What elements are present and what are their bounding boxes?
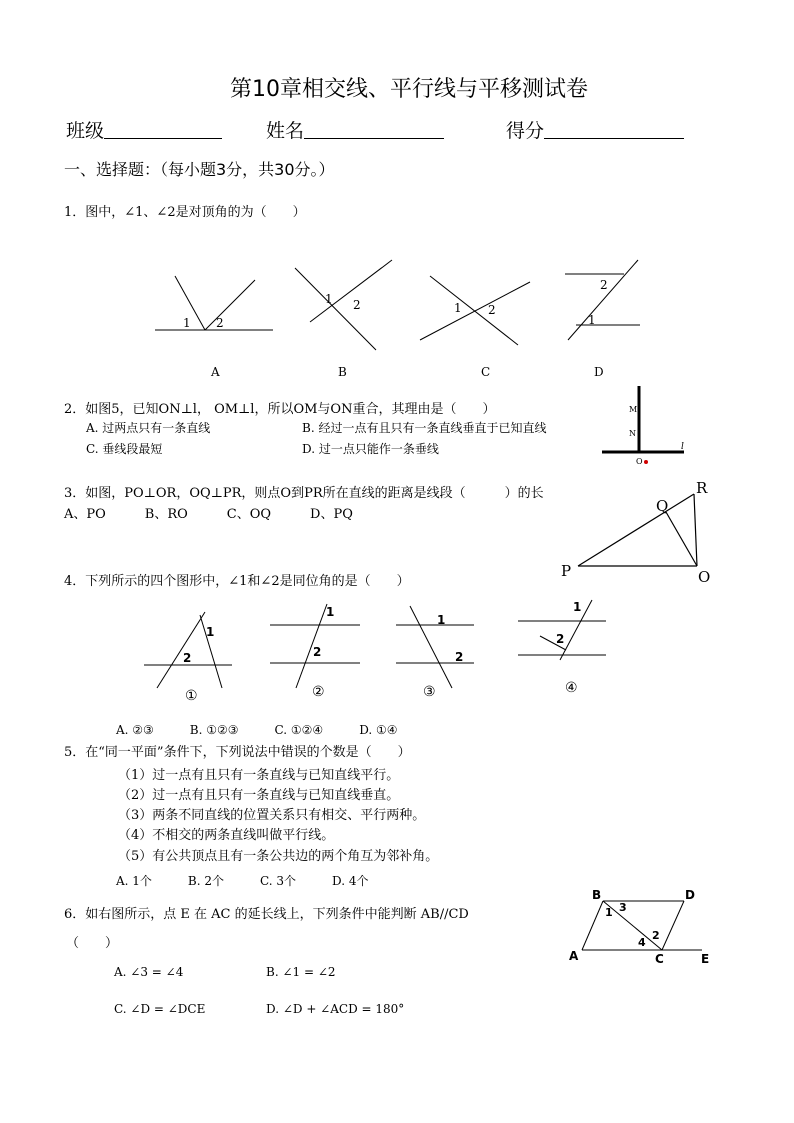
svg-text:Q: Q bbox=[656, 497, 669, 515]
q6-option-a[interactable]: A. ∠3 = ∠4 bbox=[114, 965, 184, 979]
q1-d-angle-2: 2 bbox=[600, 278, 608, 292]
svg-text:C: C bbox=[655, 952, 664, 966]
q1-stem: 1．图中，∠1、∠2是对顶角的为（ ） bbox=[64, 205, 306, 220]
svg-text:1: 1 bbox=[437, 613, 446, 627]
q4-label-3: ③ bbox=[423, 684, 436, 700]
svg-text:B: B bbox=[592, 888, 602, 902]
svg-text:N: N bbox=[629, 429, 636, 438]
q6-option-d[interactable]: D. ∠D + ∠ACD = 180° bbox=[266, 1002, 405, 1016]
q5-item-4: （4）不相交的两条直线叫做平行线。 bbox=[118, 828, 335, 843]
q1-a-angle-1: 1 bbox=[183, 316, 191, 330]
svg-text:2: 2 bbox=[183, 651, 192, 665]
section-heading: 一、选择题：（每小题3分，共30分。） bbox=[64, 160, 335, 179]
q2-stem: 2．如图5，已知ON⊥l， OM⊥l，所以OM与ON重合，其理由是（ ） bbox=[64, 402, 496, 417]
svg-text:l: l bbox=[681, 442, 684, 452]
svg-text:2: 2 bbox=[652, 929, 660, 942]
q4-options[interactable]: A. ②③ B. ①②③ C. ①②④ D. ①④ bbox=[116, 723, 398, 737]
q1-d-angle-1: 1 bbox=[588, 313, 596, 327]
svg-text:E: E bbox=[701, 952, 710, 966]
svg-text:M: M bbox=[629, 405, 638, 414]
q5-item-1: （1）过一点有且只有一条直线与已知直线平行。 bbox=[118, 768, 400, 783]
q6-option-b[interactable]: B. ∠1 = ∠2 bbox=[266, 965, 336, 979]
svg-text:1: 1 bbox=[206, 625, 215, 639]
svg-text:R: R bbox=[696, 479, 708, 497]
svg-text:3: 3 bbox=[619, 901, 627, 914]
q4-label-4: ④ bbox=[565, 680, 578, 696]
q2-option-d[interactable]: D. 过一点只能作一条垂线 bbox=[302, 442, 439, 456]
q1-c-angle-2: 2 bbox=[488, 303, 496, 317]
q5-options[interactable]: A. 1个 B. 2个 C. 3个 D. 4个 bbox=[116, 874, 369, 888]
q1-label-b: B bbox=[338, 365, 347, 379]
class-label: 班级 bbox=[66, 120, 105, 142]
q4-label-1: ① bbox=[185, 688, 198, 704]
q6-stem: 6．如右图所示，点 E 在 AC 的延长线上，下列条件中能判断 AB//CD bbox=[64, 907, 469, 922]
q1-label-d: D bbox=[594, 365, 604, 379]
svg-text:2: 2 bbox=[455, 650, 464, 664]
name-label: 姓名 bbox=[266, 120, 305, 142]
svg-text:2: 2 bbox=[556, 632, 565, 646]
q1-b-angle-2: 2 bbox=[353, 298, 361, 312]
q4-label-2: ② bbox=[312, 684, 325, 700]
svg-text:P: P bbox=[561, 562, 572, 580]
svg-text:D: D bbox=[685, 888, 695, 902]
score-label: 得分 bbox=[506, 120, 545, 142]
svg-text:O: O bbox=[636, 457, 643, 466]
q2-option-a[interactable]: A. 过两点只有一条直线 bbox=[86, 421, 211, 435]
svg-text:1: 1 bbox=[573, 600, 582, 614]
q2-option-b[interactable]: B. 经过一点有且只有一条直线垂直于已知直线 bbox=[302, 421, 547, 435]
svg-text:2: 2 bbox=[313, 645, 322, 659]
page-title: 第10章相交线、平行线与平移测试卷 bbox=[230, 77, 588, 102]
q4-stem: 4．下列所示的四个图形中，∠1和∠2是同位角的是（ ） bbox=[64, 574, 410, 589]
q6-option-c[interactable]: C. ∠D = ∠DCE bbox=[114, 1002, 206, 1016]
q5-stem: 5．在“同一平面”条件下，下列说法中错误的个数是（ ） bbox=[64, 745, 411, 760]
svg-text:1: 1 bbox=[326, 605, 335, 619]
q1-label-c: C bbox=[481, 365, 491, 379]
q1-c-angle-1: 1 bbox=[454, 301, 462, 315]
q5-item-3: （3）两条不同直线的位置关系只有相交、平行两种。 bbox=[118, 808, 426, 823]
q1-label-a: A bbox=[211, 365, 220, 379]
q1-b-angle-1: 1 bbox=[325, 292, 333, 306]
q5-item-2: （2）过一点有且只有一条直线与已知直线垂直。 bbox=[118, 788, 400, 803]
q3-options[interactable]: A、PO B、RO C、OQ D、PQ bbox=[64, 507, 353, 522]
svg-text:1: 1 bbox=[605, 906, 613, 919]
svg-text:A: A bbox=[569, 949, 579, 963]
svg-text:4: 4 bbox=[638, 936, 646, 949]
q1-a-angle-2: 2 bbox=[216, 316, 224, 330]
q5-item-5: （5）有公共顶点且有一条公共边的两个角互为邻补角。 bbox=[118, 849, 439, 864]
q6-paren: （ ） bbox=[66, 936, 119, 951]
svg-text:O: O bbox=[698, 568, 711, 586]
q2-option-c[interactable]: C. 垂线段最短 bbox=[86, 442, 163, 456]
q3-stem: 3．如图，PO⊥OR，OQ⊥PR，则点O到PR所在直线的距离是线段（ ）的长 bbox=[64, 486, 544, 501]
